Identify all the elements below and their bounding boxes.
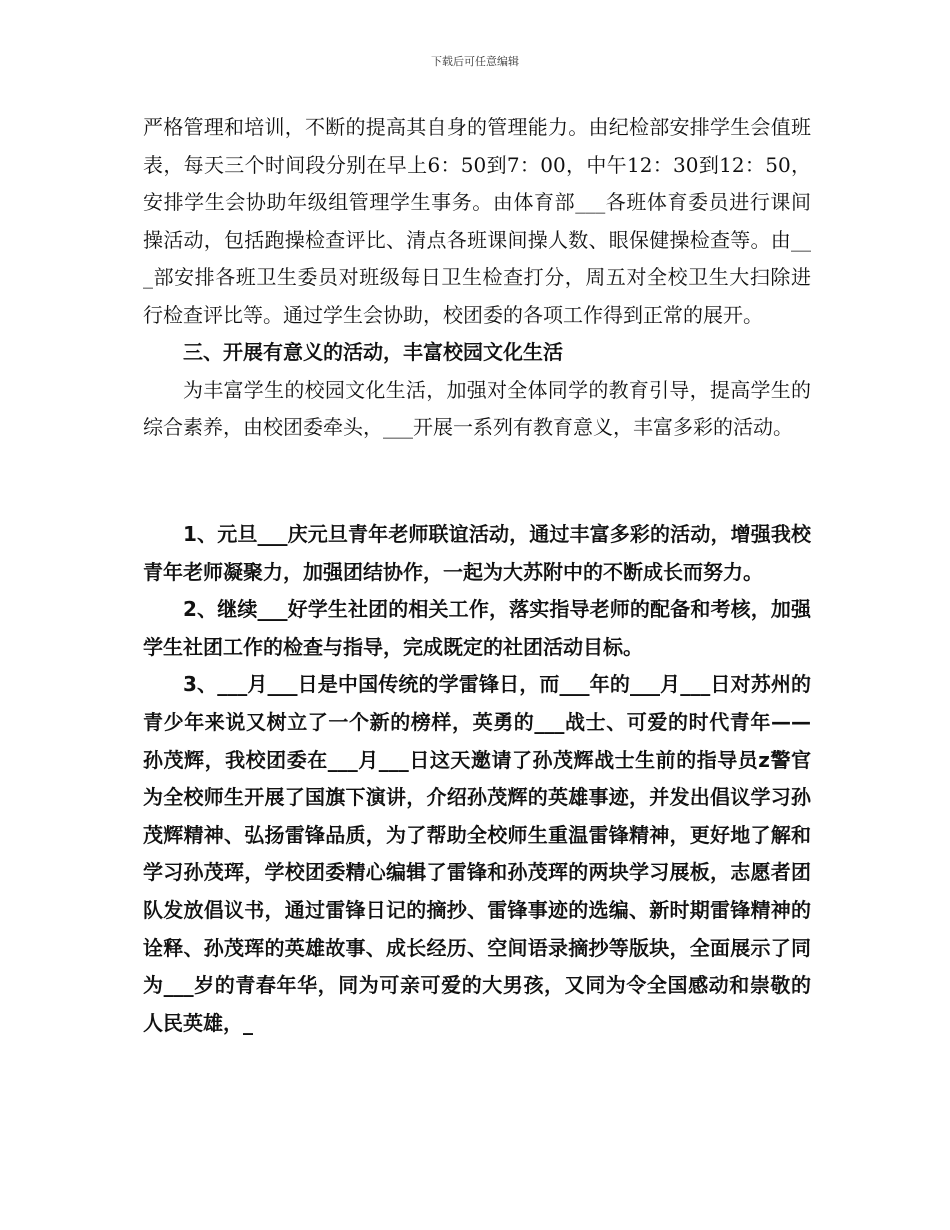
section-heading-3: 三、开展有意义的活动，丰富校园文化生活: [183, 340, 563, 364]
regular-text-block: [143, 109, 811, 447]
bold-text-block: [143, 516, 811, 1042]
paragraph-management: 严格管理和培训，不断的提高其自身的管理能力。由纪检部安排学生会值班表，每天三个时间段分别在早上6：50到7：00，中午12：30到12：50，安排学生会协助年级组管理学生事务。由体育部___各班体育委员进行课间操活动，包括跑操检查评比、清点各班课间操人数、眼保健操检查等。由___部安排各班卫生委员对班级每日卫生检查打分，周五对全校卫生大扫除进行检查评比等。通过学生会协助，校团委的各项工作得到正常的展开。: [143, 115, 811, 327]
list-item-1: 1、元旦___庆元旦青年老师联谊活动，通过丰富多彩的活动，增强我校青年老师凝聚力，加强团结协作，一起为大苏附中的不断成长而努力。: [143, 522, 811, 584]
list-item-3: 3、___月___日是中国传统的学雷锋日，而___年的___月___日对苏州的青少年来说又树立了一个新的榜样，英勇的___战士、可爱的时代青年——孙茂辉，我校团委在___月___日这天邀请了孙茂辉战士生前的指导员z警官为全校师生开展了国旗下演讲，介绍孙茂辉的英雄事迹，并发出倡议学习孙茂辉精神、弘扬雷锋品质，为了帮助全校师生重温雷锋精神，更好地了解和学习孙茂珲，学校团委精心编辑了雷锋和孙茂珲的两块学习展板，志愿者团队发放倡议书，通过雷锋日记的摘抄、雷锋事迹的选编、新时期雷锋精神的诠释、孙茂珲的英雄故事、成长经历、空间语录摘抄等版块，全面展示了同为___岁的青春年华，同为可亲可爱的大男孩，又同为令全国感动和崇敬的人民英雄，_: [143, 672, 811, 1035]
list-item-2: 2、继续___好学生社团的相关工作，落实指导老师的配备和考核，加强学生社团工作的检查与指导，完成既定的社团活动目标。: [143, 597, 811, 659]
paragraph-activities-intro: 为丰富学生的校园文化生活，加强对全体同学的教育引导，提高学生的综合素养，由校团委牵头，___开展一系列有教育意义，丰富多彩的活动。: [143, 377, 811, 439]
page-header: 下载后可任意编辑: [431, 55, 519, 68]
